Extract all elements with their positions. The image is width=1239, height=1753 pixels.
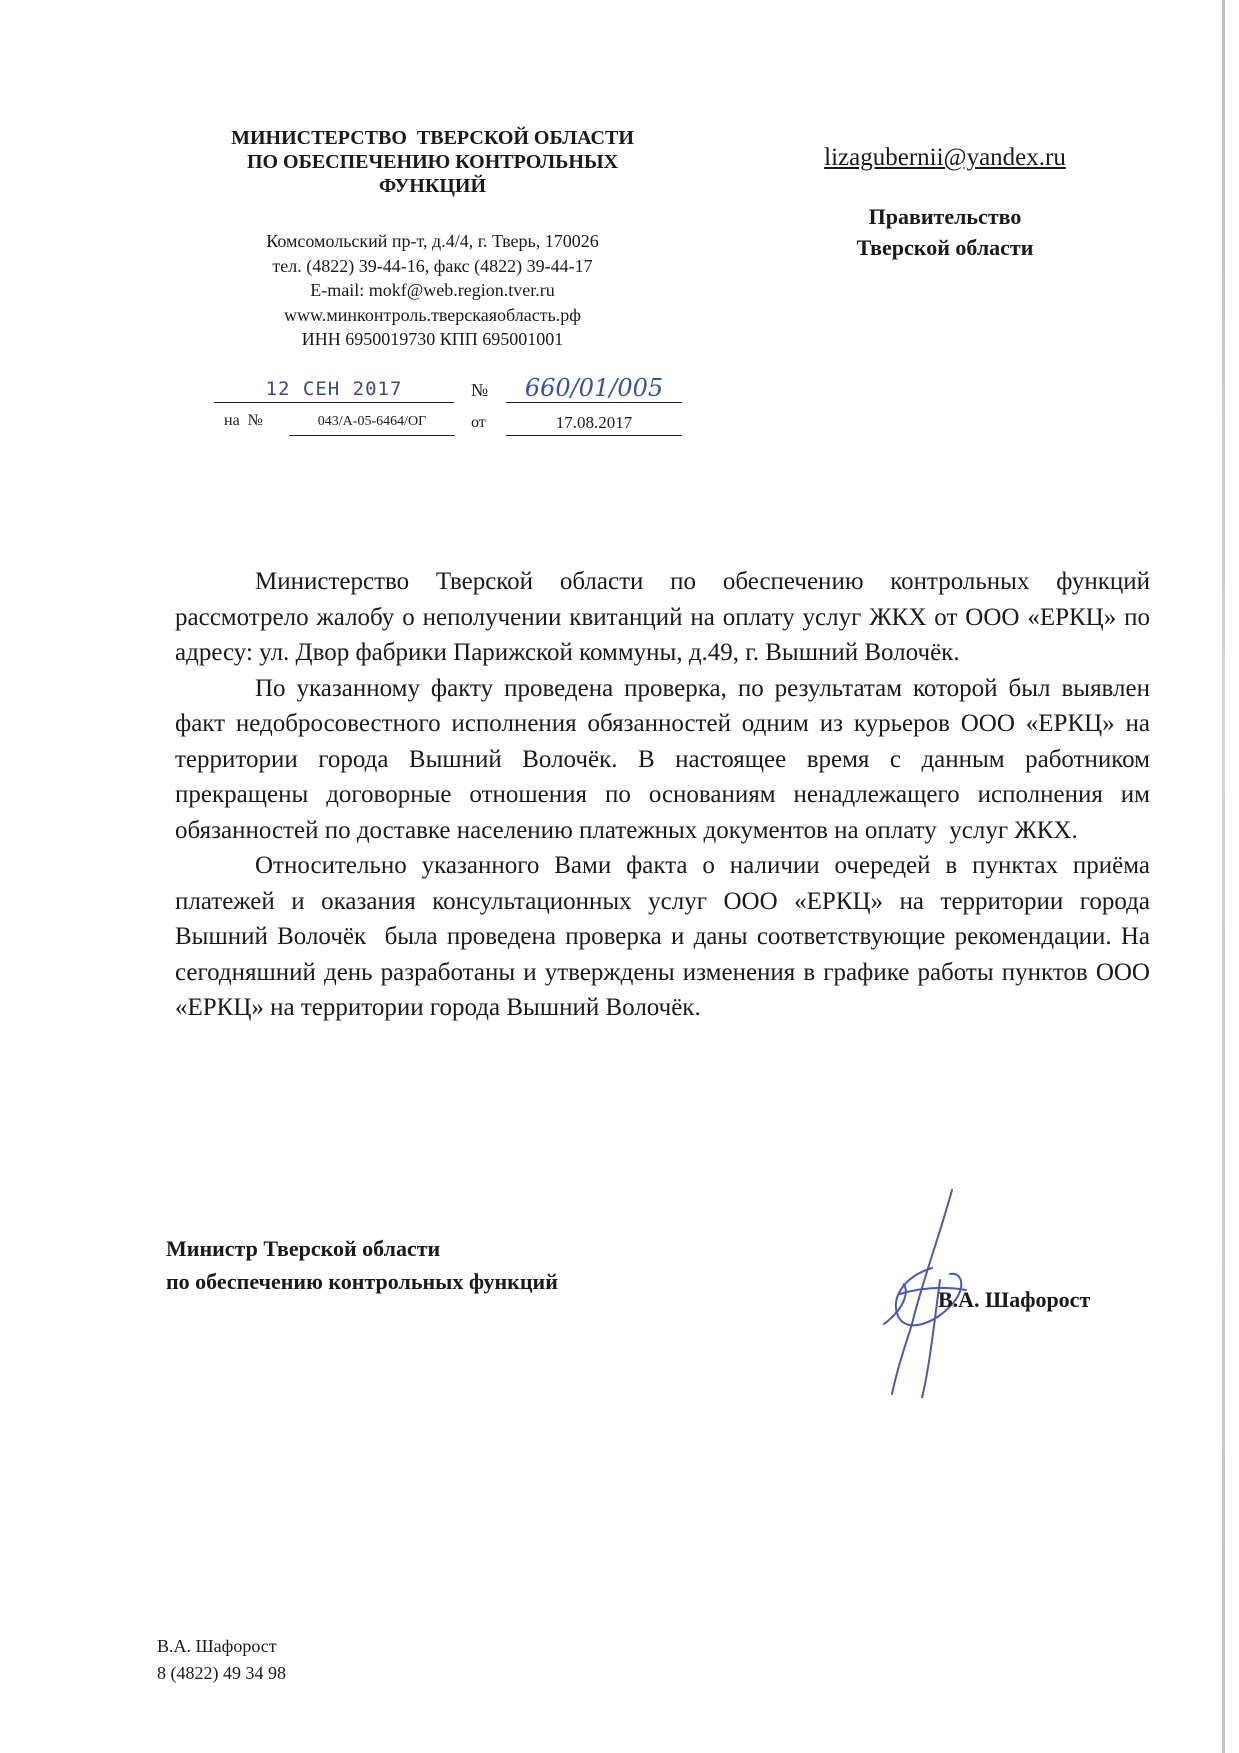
registration-block — [214, 376, 684, 446]
recipient — [800, 201, 1090, 263]
ministry-title-line: МИНИСТЕРСТВО ТВЕРСКОЙ ОБЛАСТИ — [231, 127, 634, 149]
ministry-contacts — [180, 229, 685, 352]
ministry-tax-ids: ИНН 6950019730 КПП 695001001 — [301, 329, 564, 349]
page-edge-shadow — [1222, 0, 1225, 1753]
ministry-address: Комсомольский пр-т, д.4/4, г. Тверь, 170026 — [266, 231, 599, 251]
executor-name: В.А. Шафорост — [157, 1636, 277, 1656]
executor-info — [157, 1633, 286, 1687]
recipient-line: Правительство — [868, 204, 1022, 229]
ministry-website: www.минконтроль.тверскаяобласть.рф — [284, 304, 581, 325]
ministry-phone-fax: тел. (4822) 39-44-16, факс (4822) 39-44-17 — [272, 255, 593, 276]
body-paragraph: Относительно указанного Вами факта о наличии очередей в пунктах приёма платежей и оказания консультационных услуг ООО «ЕРКЦ» на территории города Вышний Волочёк была проведена проверка и даны соответствующие рекомендации. На сегодняшний день разработаны и утверждены изменения в графике работы пунктов ООО «ЕРКЦ» на территории города Вышний Волочёк. — [175, 852, 1157, 1021]
executor-phone: 8 (4822) 49 34 98 — [157, 1663, 286, 1683]
number-label: № — [471, 380, 489, 400]
outgoing-number: 660/01/005 — [506, 376, 682, 403]
reference-number: 043/А-05-6464/ОГ — [289, 409, 455, 436]
date-stamp: 12 СЕН 2017 — [214, 376, 454, 403]
signatory-title — [166, 1232, 558, 1298]
body-paragraph: По указанному факту проведена проверка, по результатам которой был выявлен факт недобросовестного исполнения обязанностей одним из курьеров ООО «ЕРКЦ» на территории города Вышний Волочёк. В настоящее время с данным работником прекращены договорные отношения по основаниям ненадлежащего исполнения им обязанностей по доставке населению платежных документов на оплату услуг ЖКХ. — [175, 674, 1157, 844]
letterhead — [180, 126, 685, 352]
addressee-email[interactable]: lizagubernii@yandex.ru — [824, 144, 1066, 171]
letter-body — [175, 564, 1157, 1026]
signatory-title-line: Министр Тверской области — [166, 1236, 441, 1261]
body-paragraph: Министерство Тверской области по обеспечению контрольных функций рассмотрело жалобу о неполучении квитанций на оплату услуг ЖКХ от ООО «ЕРКЦ» по адресу: ул. Двор фабрики Парижской коммуны, д.49, г. Вышний Волочёк. — [175, 568, 1150, 666]
ministry-title — [180, 126, 685, 198]
recipient-line: Тверской области — [856, 235, 1034, 260]
ministry-email: E-mail: mokf@web.region.tver.ru — [310, 280, 555, 300]
signatory-title-line: по обеспечению контрольных функций — [166, 1269, 558, 1294]
addressee-block — [800, 144, 1090, 263]
reference-label: на № — [224, 412, 263, 429]
ministry-title-line: ПО ОБЕСПЕЧЕНИЮ КОНТРОЛЬНЫХ — [246, 151, 619, 173]
from-label: от — [471, 414, 486, 431]
ministry-title-line: ФУНКЦИЙ — [378, 175, 487, 197]
signatory-name: В.А. Шафорост — [938, 1287, 1091, 1312]
reference-date: 17.08.2017 — [506, 409, 682, 436]
